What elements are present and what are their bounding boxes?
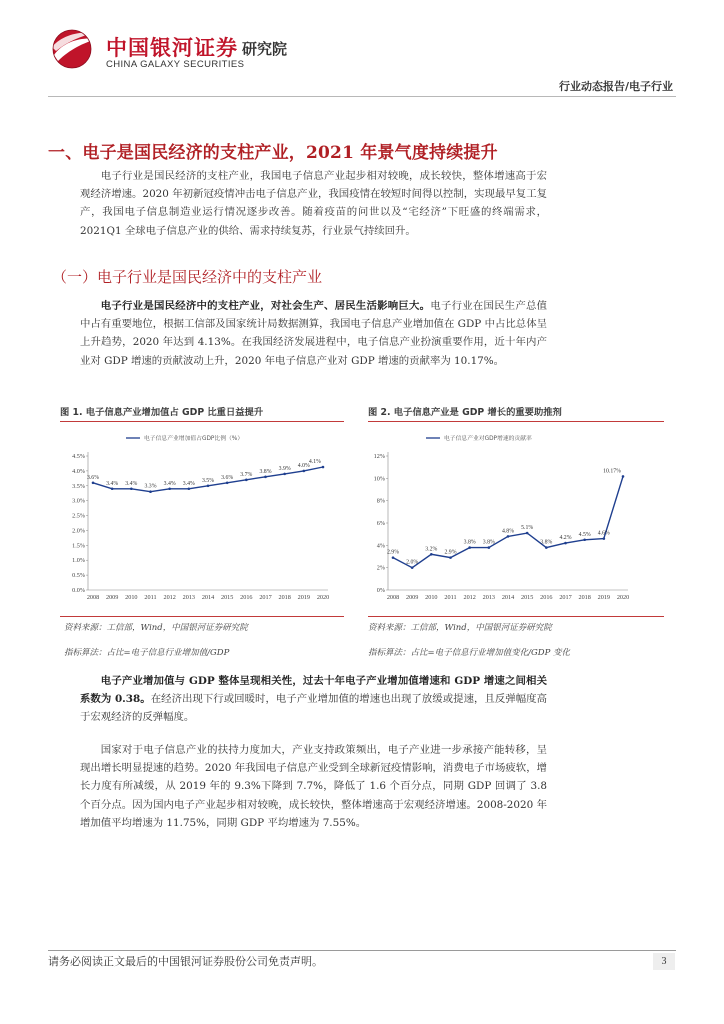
chart2-y-tick-label: 6% bbox=[376, 520, 385, 527]
chart2-y-tick-label: 4% bbox=[376, 542, 385, 550]
chart1-data-point bbox=[111, 487, 114, 490]
chart1-data-label: 3.5% bbox=[201, 477, 215, 484]
chart1-x-tick-label: 2014 bbox=[201, 594, 215, 601]
chart1-y-tick-label: 0.5% bbox=[72, 572, 85, 580]
chart2-data-label: 2.0% bbox=[406, 559, 419, 566]
chart2-data-label: 4.6% bbox=[597, 530, 610, 537]
chart2-data-label: 2.9% bbox=[386, 549, 400, 556]
chart2-data-label: 10.17% bbox=[603, 468, 621, 475]
chart1-y-tick-label: 3.5% bbox=[72, 482, 85, 490]
chart2-data-label: 4.2% bbox=[559, 535, 572, 542]
chart2-data-label: 5.1% bbox=[521, 525, 534, 532]
chart1-x-tick-label: 2013 bbox=[182, 594, 196, 601]
chart2-data-point bbox=[564, 542, 567, 545]
chart2-data-point bbox=[603, 537, 606, 540]
chart2-data-point bbox=[430, 553, 433, 556]
chart1-data-label: 3.4% bbox=[125, 480, 138, 487]
chart2-y-tick-label: 8% bbox=[376, 497, 385, 505]
chart1-x-tick-label: 2009 bbox=[105, 594, 119, 601]
chart2-x-tick-label: 2013 bbox=[482, 594, 496, 601]
chart2-data-point bbox=[507, 535, 510, 538]
figure-2-note: 指标算法：占比=电子信息行业增加值变化/GDP 变化 bbox=[368, 648, 571, 658]
chart2-data-point bbox=[411, 566, 414, 569]
chart1-y-tick-label: 4.5% bbox=[72, 453, 85, 460]
chart2-data-point bbox=[545, 546, 548, 549]
paragraph-body: 电子行业在国民生产总值中占有重要地位，根据工信部及国家统计局数据测算，我国电子信息产业增加值在 GDP 中占比总体呈上升趋势，2020 年达到 4.13%。在我国经济发展进程中，电子信息产业扮演重要作用，近十年内产业对 GDP 增速的贡献波动上升，2020 年电子信息产业对 GDP 增速的贡献率为 10.17%。 bbox=[80, 300, 547, 367]
figure-1-source: 资料来源：工信部，Wind，中国银河证券研究院 bbox=[64, 623, 248, 633]
paragraph-policy-support: 国家对于电子信息产业的扶持力度加大，产业支持政策频出，电子产业进一步承接产能转移，呈现出增长明显提速的趋势。2020 年我国电子信息产业受到全球新冠疫情影响，消费电子市场疲软，增长力度有所减缓，从 2019 年的 9.3%下降到 7.7%，降低了 1.6 个百分点，同期 GDP 回调了 3.8 个百分点。因为国内电子产业起步相对较晚，成长较快，整体增速高于宏观经济增速。2008-2020 年增加值平均增速为 11.75%，同期 GDP 平均增速为 7.55%。 bbox=[80, 744, 547, 829]
chart2-x-tick-label: 2014 bbox=[501, 594, 515, 601]
intro-paragraph: 电子行业是国民经济的支柱产业，我国电子信息产业起步相对较晚，成长较快，整体增速高于宏观经济增速。2020 年初新冠疫情冲击电子信息产业，我国疫情在较短时间得以控制，实现最早复工复产，我国电子信息制造业运行情况逐步改善。随着疫苗的问世以及“宅经济”下旺盛的终端需求，2021Q1 全球电子信息产业的供给、需求持续复苏，行业景气持续回升。 bbox=[80, 170, 547, 237]
chart1-y-tick-label: 1.0% bbox=[72, 557, 85, 565]
chart1-y-tick-label: 2.5% bbox=[72, 512, 85, 520]
page-number: 3 bbox=[653, 953, 675, 970]
chart1-data-label: 3.9% bbox=[278, 465, 291, 472]
paragraph-body: 在经济出现下行或回暖时，电子产业增加值的增速也出现了放缓或提速，且反弹幅度高于宏观经济的反弹幅度。 bbox=[80, 693, 547, 724]
chart2-y-tick-label: 12% bbox=[373, 453, 385, 460]
chart1-legend-label: 电子信息产业增加值占GDP比例（%） bbox=[144, 436, 244, 443]
chart2-x-tick-label: 2019 bbox=[597, 594, 611, 601]
figure-1-bottom-rule bbox=[60, 616, 344, 617]
chart2-x-tick-label: 2017 bbox=[559, 594, 572, 601]
chart2-x-tick-label: 2008 bbox=[386, 594, 400, 601]
chart1-data-point bbox=[283, 473, 286, 476]
figure-1-title: 图 1. 电子信息产业增加值占 GDP 比重日益提升 bbox=[60, 407, 264, 418]
chart1-data-point bbox=[245, 479, 248, 482]
paragraph-lead: 电子行业是国民经济中的支柱产业，对社会生产、居民生活影响巨大。 bbox=[100, 300, 431, 312]
chart1-x-tick-label: 2020 bbox=[316, 594, 330, 601]
chart1-x-tick-label: 2016 bbox=[240, 594, 253, 601]
chart2-x-tick-label: 2011 bbox=[444, 594, 457, 601]
chart2-x-tick-label: 2016 bbox=[540, 594, 553, 601]
paragraph-lead: 电子产业增加值与 GDP 整体呈现相关性，过去十年电子产业增加值增速和 GDP 增速之间相关系数为 0.38。 bbox=[80, 675, 547, 706]
footer-divider bbox=[48, 950, 676, 951]
chart1-data-point bbox=[303, 470, 306, 473]
header-divider bbox=[48, 96, 676, 97]
chart1-x-tick-label: 2008 bbox=[86, 594, 100, 601]
chart1-data-label: 4.1% bbox=[308, 459, 321, 466]
chart1-x-tick-label: 2019 bbox=[297, 594, 311, 601]
footer-disclaimer: 请务必阅读正文最后的中国银河证券股份公司免责声明。 bbox=[48, 955, 323, 968]
figure-2-source: 资料来源：工信部，Wind，中国银河证券研究院 bbox=[368, 623, 552, 633]
chart2-series-line bbox=[393, 476, 623, 567]
chart1-data-label: 3.7% bbox=[240, 471, 253, 478]
chart1-data-point bbox=[207, 484, 210, 487]
chart2-data-point bbox=[468, 546, 471, 549]
chart1-x-tick-label: 2010 bbox=[125, 594, 138, 601]
chart2-data-label: 3.2% bbox=[425, 546, 438, 553]
chart1-data-point bbox=[188, 487, 191, 490]
chart2-x-tick-label: 2020 bbox=[616, 594, 630, 601]
chart1-x-tick-label: 2011 bbox=[144, 594, 157, 601]
chart1-data-label: 3.4% bbox=[106, 480, 119, 487]
report-type: 行业动态报告/电子行业 bbox=[558, 80, 673, 93]
chart2-data-label: 3.8% bbox=[463, 539, 476, 546]
chart1-y-tick-label: 4.0% bbox=[72, 467, 85, 475]
chart2-y-tick-label: 0% bbox=[376, 587, 385, 594]
figure-2-title: 图 2. 电子信息产业是 GDP 增长的重要助推剂 bbox=[368, 407, 562, 418]
chart2-data-label: 2.9% bbox=[444, 549, 457, 556]
paragraph-correlation bbox=[80, 672, 547, 727]
figure-1-top-rule bbox=[60, 421, 344, 422]
chart1-data-point bbox=[130, 487, 133, 490]
chart1-data-label: 3.4% bbox=[163, 480, 176, 487]
chart1-x-tick-label: 2015 bbox=[220, 594, 234, 601]
logo-english-name: CHINA GALAXY SECURITIES bbox=[106, 59, 245, 70]
figure-2-chart bbox=[366, 426, 634, 608]
figure-2-top-rule bbox=[368, 421, 664, 422]
logo-institute: 研究院 bbox=[242, 40, 288, 58]
figure-1-chart bbox=[66, 426, 334, 608]
chart1-y-tick-label: 1.5% bbox=[72, 542, 85, 550]
chart1-x-tick-label: 2017 bbox=[259, 594, 272, 601]
chart1-data-label: 3.6% bbox=[221, 474, 234, 481]
chart1-y-tick-label: 0.0% bbox=[72, 587, 85, 594]
subsection-title: （一）电子行业是国民经济中的支柱产业 bbox=[52, 268, 323, 286]
chart2-x-tick-label: 2010 bbox=[425, 594, 438, 601]
figure-2-bottom-rule bbox=[368, 616, 664, 617]
chart1-data-point bbox=[226, 482, 229, 485]
chart1-data-point bbox=[92, 482, 95, 485]
chart2-data-label: 4.8% bbox=[501, 528, 515, 535]
chart1-data-label: 3.3% bbox=[144, 483, 157, 490]
chart2-data-label: 4.5% bbox=[578, 531, 591, 538]
chart1-data-label: 3.6% bbox=[86, 474, 100, 481]
chart2-data-point bbox=[392, 556, 395, 559]
galaxy-logo-icon bbox=[48, 27, 98, 71]
chart1-data-point bbox=[322, 466, 325, 469]
chart1-x-tick-label: 2012 bbox=[163, 594, 176, 601]
chart2-legend-label: 电子信息产业对GDP增速的贡献率 bbox=[444, 436, 532, 443]
chart2-data-point bbox=[526, 532, 529, 535]
chart2-data-point bbox=[449, 556, 452, 559]
chart1-y-tick-label: 2.0% bbox=[72, 527, 85, 535]
chart2-x-tick-label: 2012 bbox=[463, 594, 476, 601]
chart1-y-tick-label: 3.0% bbox=[72, 497, 85, 505]
chart2-x-tick-label: 2018 bbox=[578, 594, 591, 601]
section-title: 一、电子是国民经济的支柱产业，2021 年景气度持续提升 bbox=[48, 143, 498, 163]
chart1-data-point bbox=[264, 476, 267, 479]
chart1-data-point bbox=[149, 490, 152, 493]
figure-1-note: 指标算法：占比=电子信息行业增加值/GDP bbox=[64, 648, 230, 658]
chart1-data-label: 3.4% bbox=[182, 480, 195, 487]
logo-chinese-name: 中国银河证券 bbox=[106, 36, 238, 60]
chart2-x-tick-label: 2015 bbox=[520, 594, 534, 601]
chart2-y-tick-label: 2% bbox=[376, 564, 385, 572]
chart2-data-point bbox=[488, 546, 491, 549]
chart1-data-point bbox=[168, 487, 171, 490]
chart1-data-label: 4.0% bbox=[297, 462, 310, 469]
chart1-data-label: 3.8% bbox=[259, 468, 272, 475]
chart1-x-tick-label: 2018 bbox=[278, 594, 291, 601]
chart2-data-label: 3.8% bbox=[482, 539, 495, 546]
chart2-data-point bbox=[583, 538, 586, 541]
chart2-data-label: 3.8% bbox=[540, 539, 553, 546]
chart2-y-tick-label: 10% bbox=[373, 475, 385, 483]
chart2-x-tick-label: 2009 bbox=[405, 594, 419, 601]
chart2-data-point bbox=[622, 475, 625, 478]
paragraph-pillar-industry bbox=[80, 297, 547, 370]
